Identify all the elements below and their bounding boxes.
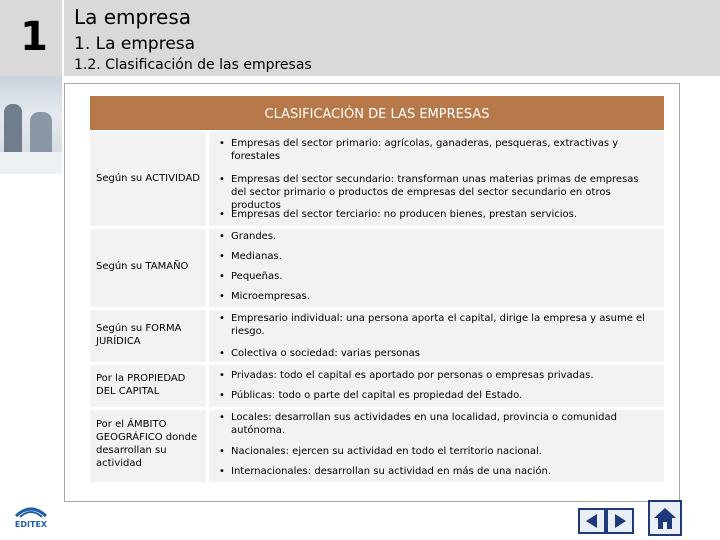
- photo-person-1: [4, 104, 22, 154]
- item-term: Nacionales:: [231, 446, 289, 457]
- item-term: Empresario individual:: [231, 313, 343, 324]
- next-slide-button[interactable]: [606, 508, 634, 534]
- office-photo: [0, 76, 62, 174]
- list-item: [219, 290, 656, 303]
- item-term: Empresas del sector primario:: [231, 138, 382, 149]
- chapter-number: 1: [20, 14, 48, 60]
- item-description: no producen bienes, prestan servicios.: [380, 209, 578, 220]
- list-item: [219, 445, 656, 458]
- home-button[interactable]: [648, 500, 682, 536]
- item-description: desarrollan su actividad en más de una nación.: [311, 466, 552, 477]
- item-term: Empresas del sector secundario:: [231, 174, 395, 185]
- item-description: agrícolas, ganaderas, pesqueras, extractivas y forestales: [231, 138, 619, 162]
- item-term: Privadas:: [231, 370, 277, 381]
- criterion-cell: [90, 310, 206, 362]
- criterion-label: Según su FORMA JURÍDICA: [96, 323, 182, 347]
- item-description: desarrollan sus actividades en una localidad, provincia o comunidad autónoma.: [231, 412, 617, 436]
- item-term: Microempresas.: [231, 291, 310, 302]
- list-item: [219, 347, 656, 360]
- editex-logo-mark: [8, 500, 54, 520]
- list-item: [219, 208, 656, 221]
- list-item: [219, 137, 656, 163]
- item-term: Medianas.: [231, 251, 282, 262]
- items-cell: [209, 410, 664, 482]
- item-term: Colectiva o sociedad:: [231, 348, 338, 359]
- item-term: Públicas:: [231, 390, 276, 401]
- list-item: [219, 411, 656, 437]
- list-item: [219, 312, 656, 338]
- item-description: todo el capital es aportado por personas o empresas privadas.: [276, 370, 594, 381]
- editex-logo: [8, 500, 54, 538]
- table-row-propiedad-capital: [90, 365, 664, 407]
- criterion-cell: [90, 132, 206, 226]
- item-term: Internacionales:: [231, 466, 312, 477]
- criterion-label: Según su TAMAÑO: [96, 261, 189, 272]
- item-term: Pequeñas.: [231, 271, 283, 282]
- item-term: Empresas del sector terciario:: [231, 209, 381, 220]
- items-cell: [209, 132, 664, 226]
- editex-logo-text: EDITEX: [14, 520, 48, 529]
- item-description: todo o parte del capital es propiedad del Estado.: [275, 390, 523, 401]
- slide-subtitle: 1. La empresa: [74, 34, 196, 54]
- prev-slide-button[interactable]: [578, 508, 606, 534]
- criterion-label: Por el ÁMBITO GEOGRÁFICO donde desarrollan su actividad: [96, 419, 198, 469]
- item-term: Grandes.: [231, 231, 277, 242]
- header-divider: [62, 0, 64, 76]
- criterion-cell: [90, 410, 206, 482]
- items-cell: [209, 310, 664, 362]
- section-title: 1.2. Clasificación de las empresas: [74, 57, 312, 73]
- item-description: varias personas: [337, 348, 420, 359]
- list-item: [219, 250, 656, 263]
- items-cell: [209, 365, 664, 407]
- table-title: CLASIFICACIÓN DE LAS EMPRESAS: [90, 96, 664, 130]
- list-item: [219, 270, 656, 283]
- table-row-tamano: [90, 229, 664, 307]
- item-description: ejercen su actividad en todo el territorio nacional.: [288, 446, 542, 457]
- slide-title: La empresa: [74, 5, 192, 29]
- arrow-right-icon: [608, 510, 632, 532]
- item-description: una persona aporta el capital, dirige la empresa y asume el riesgo.: [231, 313, 645, 337]
- list-item: [219, 389, 656, 402]
- list-item: [219, 369, 656, 382]
- table-row-forma-juridica: [90, 310, 664, 362]
- criterion-cell: [90, 229, 206, 307]
- photo-desk: [0, 152, 62, 174]
- item-term: Locales:: [231, 412, 272, 423]
- home-icon: [650, 502, 680, 534]
- list-item: [219, 173, 656, 212]
- item-description: transforman unas materias primas de empresas del sector primario o productos de empresas del sector secundario en otros productos: [231, 174, 639, 211]
- table-row-actividad: [90, 132, 664, 226]
- criterion-label: Por la PROPIEDAD DEL CAPITAL: [96, 373, 186, 397]
- slide-header: [0, 0, 720, 76]
- arrow-left-icon: [580, 510, 604, 532]
- list-item: [219, 465, 656, 478]
- table-row-ambito-geografico: [90, 410, 664, 482]
- criterion-label: Según su ACTIVIDAD: [96, 173, 200, 184]
- criterion-cell: [90, 365, 206, 407]
- list-item: [219, 230, 656, 243]
- items-cell: [209, 229, 664, 307]
